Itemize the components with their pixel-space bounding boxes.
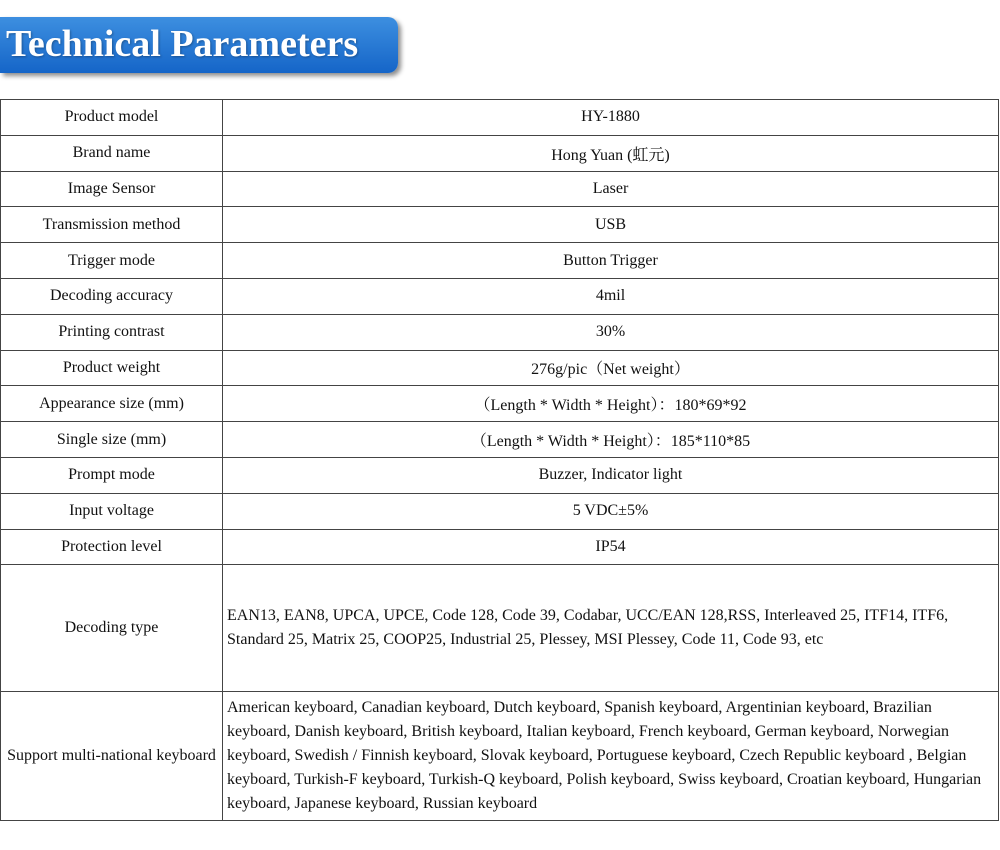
table-row [1,278,999,314]
spec-value: IP54 [223,529,999,565]
spec-label: Appearance size (mm) [1,386,223,422]
table-row [1,565,999,692]
spec-label: Transmission method [1,207,223,243]
spec-value: Buzzer, Indicator light [223,457,999,493]
spec-label: Input voltage [1,493,223,529]
section-title: Technical Parameters [6,23,359,65]
spec-value: 30% [223,314,999,350]
table-row [1,314,999,350]
table-row [1,692,999,821]
spec-value: Button Trigger [223,243,999,279]
table-row [1,243,999,279]
spec-value: 276g/pic（Net weight） [223,350,999,386]
technical-parameters-table [0,99,999,821]
table-row [1,457,999,493]
spec-value: American keyboard, Canadian keyboard, Dutch keyboard, Spanish keyboard, Argentinian keyboard, Brazilian keyboard, Danish keyboard, British keyboard, Italian keyboard, French keyboard, German keyboard, Norwegian keyboard, Swedish / Finnish keyboard, Slovak keyboard, Portuguese keyboard, Czech Republic keyboard , Belgian keyboard, Turkish-F keyboard, Turkish-Q keyboard, Polish keyboard, Swiss keyboard, Croatian keyboard, Hungarian keyboard, Japanese keyboard, Russian keyboard [223,692,999,821]
spec-label: Single size (mm) [1,422,223,458]
spec-value: Hong Yuan (虹元) [223,135,999,171]
spec-label: Image Sensor [1,171,223,207]
table-row [1,386,999,422]
table-row [1,100,999,136]
spec-label: Product model [1,100,223,136]
spec-label: Decoding accuracy [1,278,223,314]
spec-label: Protection level [1,529,223,565]
table-row [1,493,999,529]
spec-label: Brand name [1,135,223,171]
spec-label: Trigger mode [1,243,223,279]
spec-value: 4mil [223,278,999,314]
spec-label: Product weight [1,350,223,386]
spec-label: Prompt mode [1,457,223,493]
spec-value: EAN13, EAN8, UPCA, UPCE, Code 128, Code 39, Codabar, UCC/EAN 128,RSS, Interleaved 25, ITF14, ITF6, Standard 25, Matrix 25, COOP25, Industrial 25, Plessey, MSI Plessey, Code 11, Code 93, etc [223,565,999,692]
spec-label: Printing contrast [1,314,223,350]
spec-value: 5 VDC±5% [223,493,999,529]
spec-label: Decoding type [1,565,223,692]
spec-value: HY-1880 [223,100,999,136]
spec-value: Laser [223,171,999,207]
spec-label: Support multi-national keyboard [1,692,223,821]
table-row [1,171,999,207]
table-row [1,350,999,386]
table-row [1,135,999,171]
table-row [1,529,999,565]
spec-value: USB [223,207,999,243]
table-row [1,422,999,458]
section-header-banner [0,17,398,73]
table-row [1,207,999,243]
spec-value: （Length * Width * Height）：185*110*85 [223,422,999,458]
spec-value: （Length * Width * Height）：180*69*92 [223,386,999,422]
